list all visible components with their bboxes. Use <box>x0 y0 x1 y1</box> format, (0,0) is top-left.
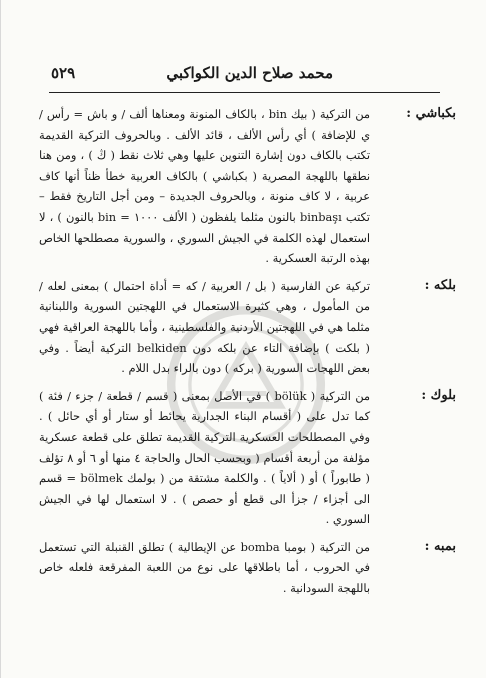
entry-term: بلكه : <box>424 277 456 293</box>
dictionary-entry <box>39 104 456 269</box>
dictionary-entries <box>39 104 456 606</box>
entry-term: بلوك : <box>421 387 456 403</box>
entry-definition: تركية عن الفارسية ( بل / العربية / كه = أداة احتمال ) بمعنى لعله / من المأمول ، وهي كثيرة الاستعمال في اللهجتين السورية واللبنانية مثلما هي في اللهجتين الأردنية والفلسطينية ، وأما باللهجة العراقية فهي ( بلكت ) بإضافة التاء عن بلكه دون belkiden التركية أيضاً . وفي بعض اللهجات السورية ( بركه ) دون بالراء بدل اللام . <box>39 278 370 376</box>
entry-definition: من التركية ( bölük ) في الأصل بمعنى ( قسم / قطعة / جزء / فئة ) كما تدل على ( أقسام البناء الجدارية يحائط أو ستار أو أي حائل ) . وفي المصطلحات العسكرية التركية القديمة تطلق على قطعة عسكرية مؤلفة من أربعة أقسام ( وبحسب الحال والحاجة ٤ منها أو ٦ أو ٨ تؤلف ( طابوراً ) أو ( ألاياً ) . والكلمة مشتقة من ( بولمك bölmek = قسم الى أجزاء / جزأ الى قطع أو حصص ) . لا استعمال لها في الجيش السوري . <box>39 388 371 527</box>
entry-definition: من التركية ( بيك bin ، بالكاف المنونة ومعناها ألف / و باش = رأس / ي للإضافة ) أي رأس الألف ، قائد الألف . وبالحروف التركية القديمة تكتب بالكاف دون إشارة التنوين عليها وهي ثلاث نقط ( ڭ ) ، ومن هنا نطقها باللهجة المصرية ( بكباشي ) بالكاف العربية خطأ ظناً أنها كاف عربية ، لا كاف منونة ، وبالحروف الجديدة – ومن أجل التاريخ فقط – تكتب binbaşı بالنون مثلما يلفظون ( الألف ١٠٠٠ = bin بالنون ) ، لا استعمال لهذه الكلمة في الجيش السوري ، والسورية مصطلحها الخاص بهذه الرتبة العسكرية . <box>39 107 370 266</box>
running-head: محمد صلاح الدين الكواكبي <box>166 64 333 82</box>
entry-definition: من التركية ( بومبا bomba عن الإيطالية ) تطلق القنبلة التي تستعمل في الحروب ، أما باطلاقها على نوع من اللعبة المفرقعة فلعله خاص باللهجة السودانية . <box>39 539 370 596</box>
dictionary-entry <box>39 276 456 379</box>
header-rule <box>49 92 440 93</box>
page-number: ٥٢٩ <box>51 64 76 82</box>
entry-term: بمبه : <box>424 538 456 554</box>
dictionary-entry <box>39 386 456 530</box>
entry-term: بكباشي : <box>406 106 456 121</box>
dictionary-entry <box>39 537 456 599</box>
page-header <box>51 62 438 88</box>
